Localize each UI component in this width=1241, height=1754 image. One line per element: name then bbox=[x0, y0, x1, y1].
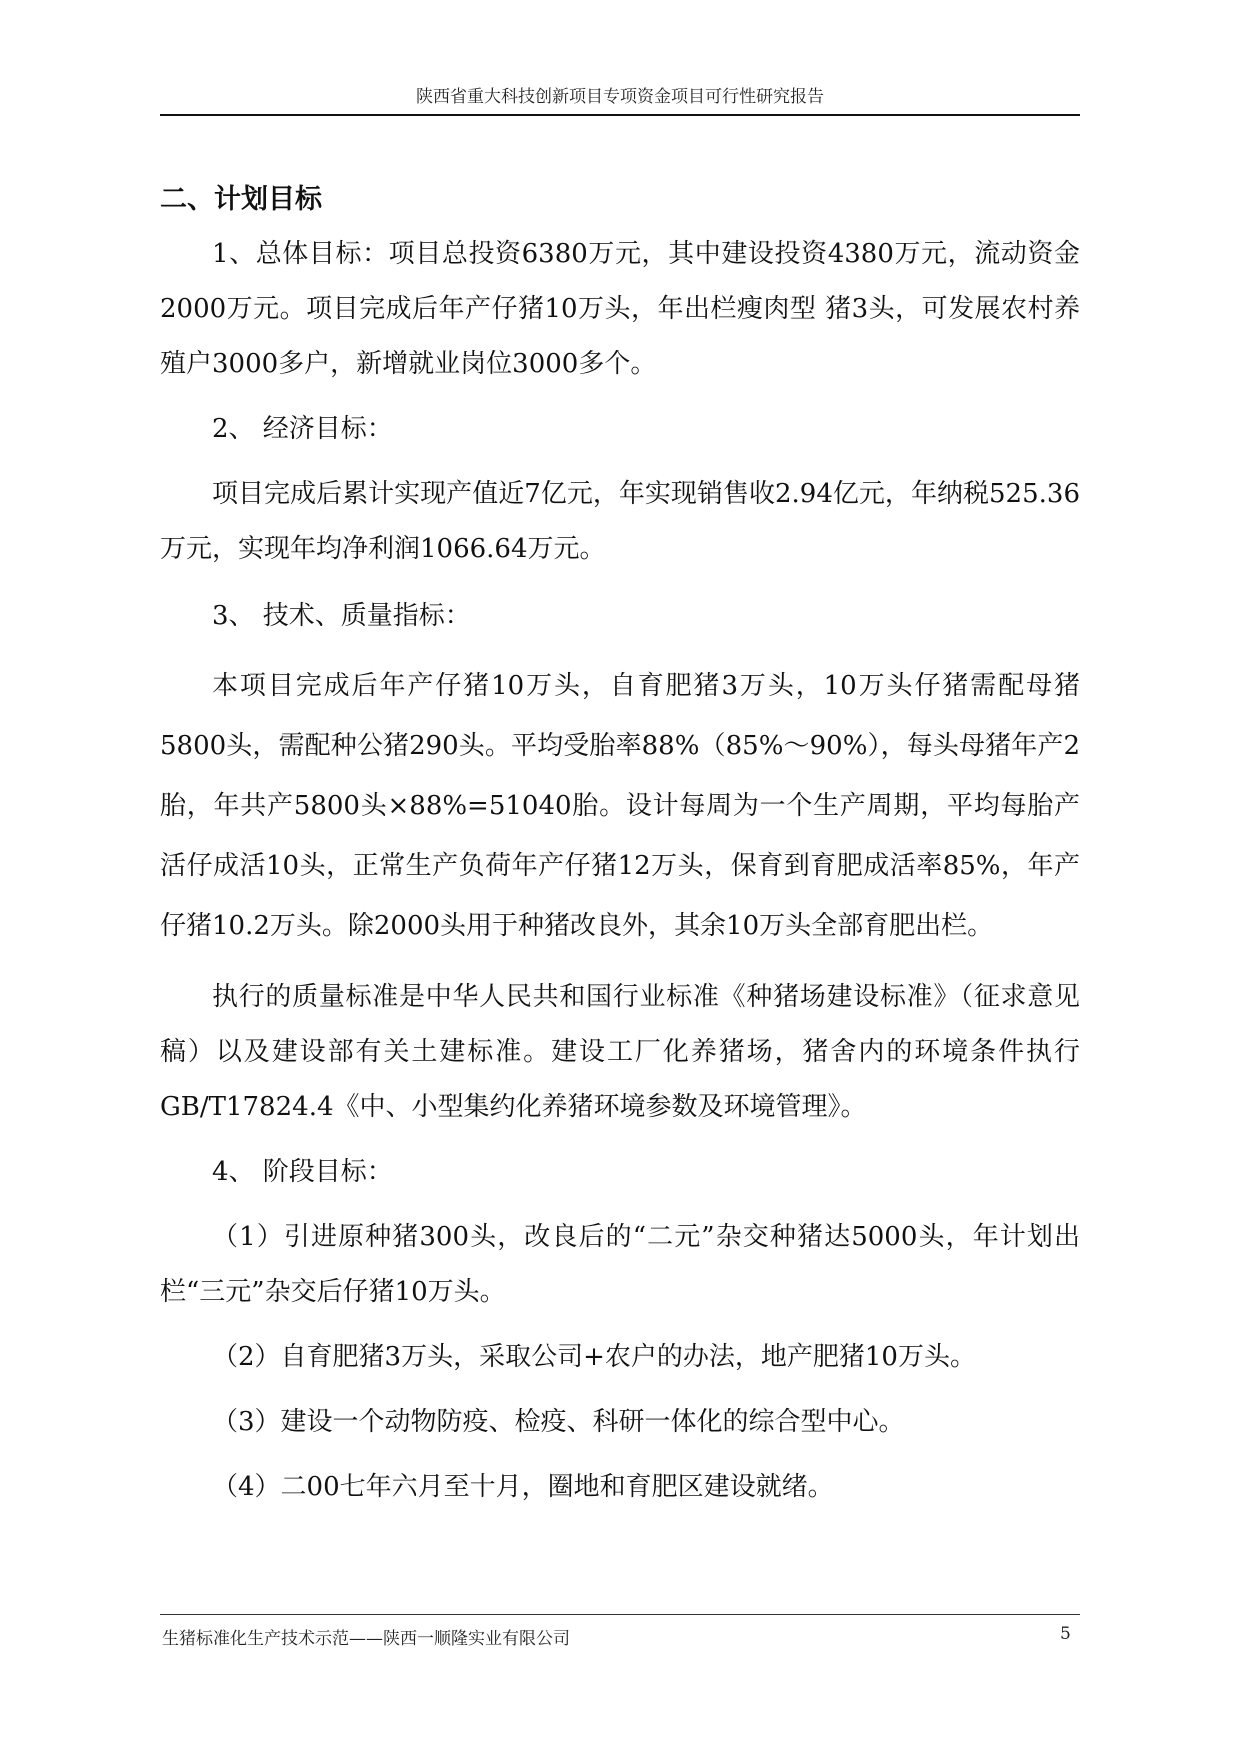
stage-goal-item-4: （4）二00七年六月至十月，圈地和育肥区建设就绪。 bbox=[212, 1472, 834, 1502]
stage-goal-item-3: （3）建设一个动物防疫、检疫、科研一体化的综合型中心。 bbox=[212, 1407, 905, 1437]
footer-rule bbox=[160, 1614, 1080, 1615]
page-number: 5 bbox=[1060, 1624, 1071, 1644]
footer-company-text: 生猪标准化生产技术示范——陕西一顺隆实业有限公司 bbox=[162, 1629, 570, 1649]
document-body bbox=[160, 172, 1080, 1515]
section-title: 二、计划目标 bbox=[160, 184, 322, 215]
quality-standard-paragraph: 执行的质量标准是中华人民共和国行业标准《种猪场建设标准》（征求意见稿）以及建设部有关土建标准。建设工厂化养猪场，猪舍内的环境条件执行GB/T17824.4《中、小型集约化养猪环境参数及环境管理》。 bbox=[160, 982, 1080, 1122]
economic-goal-heading: 2、 经济目标： bbox=[212, 414, 393, 444]
stage-goal-item-2: （2）自育肥猪3万头，采取公司+农户的办法，地产肥猪10万头。 bbox=[212, 1342, 976, 1372]
stage-goal-heading: 4、 阶段目标： bbox=[212, 1157, 393, 1187]
technical-indicators-paragraph: 本项目完成后年产仔猪10万头，自育肥猪3万头，10万头仔猪需配母猪5800头，需配种公猪290头。平均受胎率88%（85%～90%），每头母猪年产2胎，年共产5800头×88%=51040胎。设计每周为一个生产周期，平均每胎产活仔成活10头，正常生产负荷年产仔猪12万头，保育到育肥成活率85%，年产仔猪10.2万头。除2000头用于种猪改良外，其余10万头全部育肥出栏。 bbox=[160, 671, 1080, 941]
page-header-title: 陕西省重大科技创新项目专项资金项目可行性研究报告 bbox=[416, 87, 824, 107]
technical-quality-heading: 3、 技术、质量指标： bbox=[212, 601, 471, 631]
overall-goal-paragraph: 1、总体目标：项目总投资6380万元，其中建设投资4380万元，流动资金2000万元。项目完成后年产仔猪10万头，年出栏瘦肉型 猪3头，可发展农村养殖户3000多户，新增就业岗位3000多个。 bbox=[160, 239, 1080, 379]
economic-goal-paragraph: 项目完成后累计实现产值近7亿元，年实现销售收2.94亿元，年纳税525.36万元，实现年均净利润1066.64万元。 bbox=[160, 479, 1080, 564]
stage-goal-item-1: （1）引进原种猪300头，改良后的“二元”杂交种猪达5000头，年计划出栏“三元”杂交后仔猪10万头。 bbox=[160, 1222, 1080, 1307]
header-rule bbox=[160, 114, 1080, 116]
